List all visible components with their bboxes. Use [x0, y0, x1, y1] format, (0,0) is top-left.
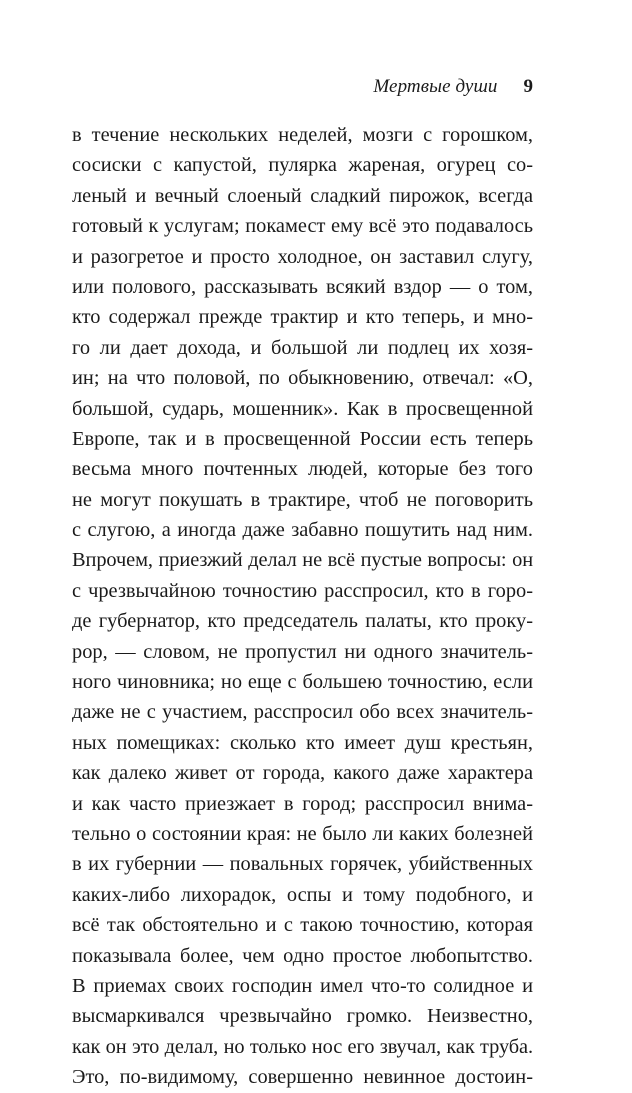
running-title: Мертвые души	[373, 76, 498, 97]
page-number: 9	[523, 76, 533, 97]
text-line: сосиски с капустой, пулярка жареная, огурец со-	[72, 154, 533, 177]
text-line: каких-либо лихорадок, оспы и тому подобного, и	[72, 883, 533, 906]
text-line: не могут покушать в трактире, чтоб не поговорить	[72, 488, 533, 511]
text-line: или полового, рассказывать всякий вздор — о том,	[72, 275, 533, 298]
text-line: де губернатор, кто председатель палаты, кто проку-	[72, 610, 533, 633]
text-line: го ли дает дохода, и большой ли подлец их хозя-	[72, 336, 533, 359]
running-header	[72, 76, 533, 100]
text-line: всё так обстоятельно и с такою точностию, которая	[72, 914, 533, 937]
text-line: как далеко живет от города, какого даже характера	[72, 762, 533, 785]
text-line: с чрезвычайною точностию расспросил, кто в горо-	[72, 579, 533, 602]
text-line: Впрочем, приезжий делал не всё пустые вопросы: он	[72, 549, 533, 572]
text-line: с слугою, а иногда даже забавно пошутить над ним.	[72, 519, 533, 542]
text-line: в течение нескольких неделей, мозги с горошком,	[72, 124, 533, 146]
text-line: ин; на что половой, по обыкновению, отвечал: «О,	[72, 367, 533, 390]
text-line: высмаркивался чрезвычайно громко. Неизвестно,	[72, 1005, 533, 1028]
text-line: Это, по-видимому, совершенно невинное достоин-	[72, 1066, 533, 1089]
text-line: весьма много почтенных людей, которые без того	[72, 458, 533, 481]
text-line: кто содержал прежде трактир и кто теперь, и мно-	[72, 306, 533, 329]
text-line: ного чиновника; но еще с большею точностию, если	[72, 671, 533, 694]
text-line: рор, — словом, не пропустил ни одного значитель-	[72, 640, 533, 663]
text-line: ных помещиках: сколько кто имеет душ крестьян,	[72, 731, 533, 754]
body-text	[72, 120, 533, 1093]
text-line: как он это делал, но только нос его звучал, как труба.	[72, 1035, 533, 1058]
text-line: и как часто приезжает в город; расспросил внима-	[72, 792, 533, 815]
text-line: показывала более, чем одно простое любопытство.	[72, 944, 533, 967]
text-line: и разогретое и просто холодное, он заставил слугу,	[72, 245, 533, 268]
text-line: готовый к услугам; покамест ему всё это подавалось	[72, 215, 533, 238]
text-line: даже не с участием, расспросил обо всех значитель-	[72, 701, 533, 724]
text-line: В приемах своих господин имел что-то солидное и	[72, 974, 533, 997]
text-line: в их губернии — повальных горячек, убийственных	[72, 853, 533, 876]
text-line: леный и вечный слоеный сладкий пирожок, всегда	[72, 184, 533, 207]
text-line: тельно о состоянии края: не было ли каких болезней	[72, 822, 533, 845]
text-line: большой, сударь, мошенник». Как в просвещенной	[72, 397, 533, 420]
text-line: Европе, так и в просвещенной России есть теперь	[72, 427, 533, 450]
